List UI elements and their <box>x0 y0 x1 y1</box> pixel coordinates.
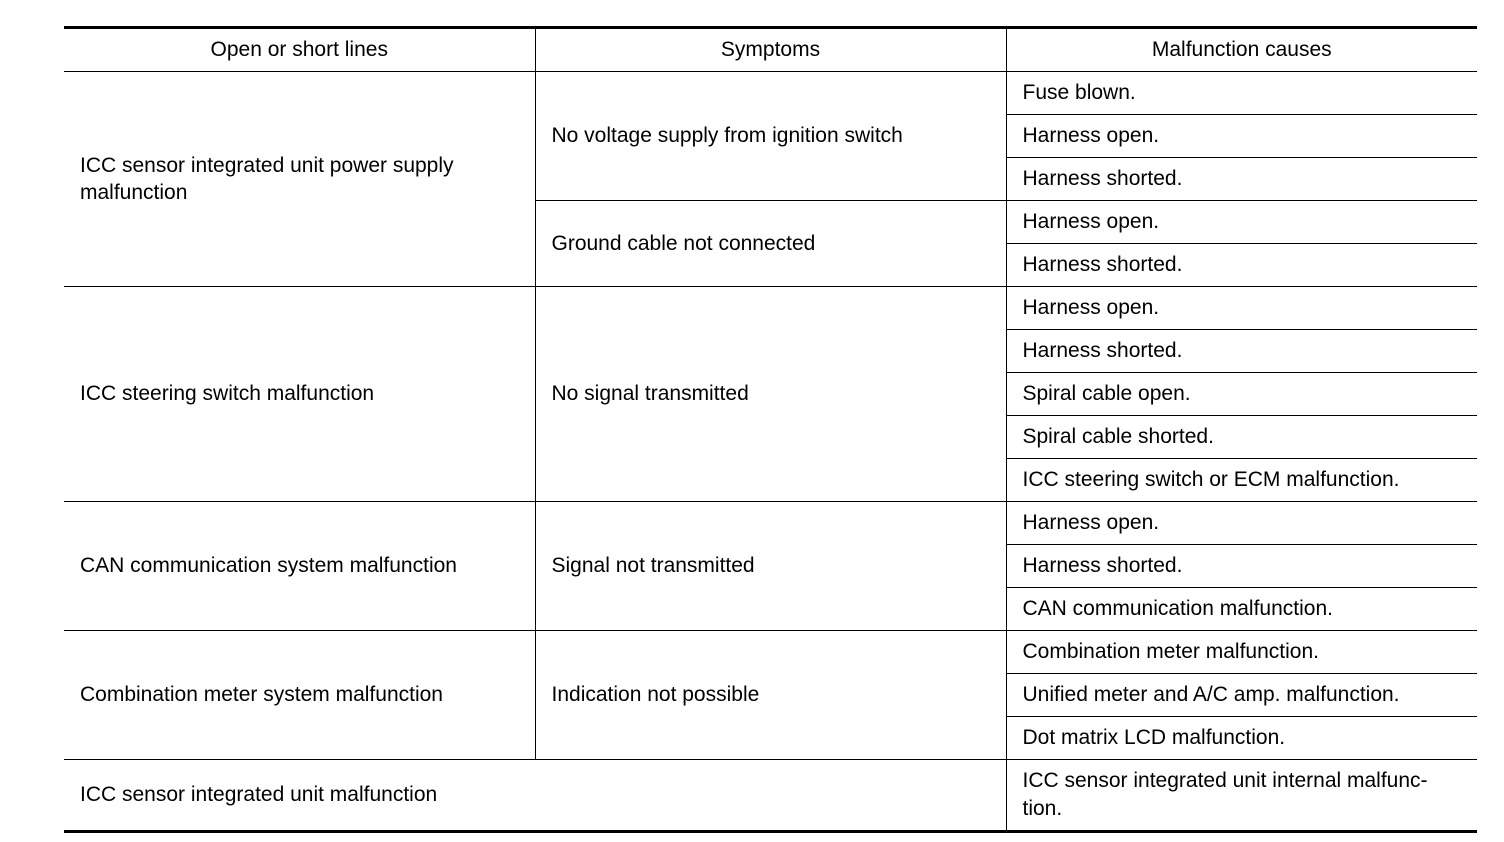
table-row <box>64 287 1477 330</box>
symptom-cell: Signal not transmitted <box>535 502 1006 631</box>
table-row <box>64 760 1477 832</box>
line-cell: ICC steering switch malfunction <box>64 287 535 502</box>
cause-cell: Harness open. <box>1006 115 1477 158</box>
header-malfunction-causes: Malfunction causes <box>1006 28 1477 72</box>
cause-cell: ICC sensor integrated unit internal malfunc-tion. <box>1006 760 1477 832</box>
cause-cell: Spiral cable shorted. <box>1006 416 1477 459</box>
cause-cell: Unified meter and A/C amp. malfunction. <box>1006 674 1477 717</box>
symptom-cell: No signal transmitted <box>535 287 1006 502</box>
symptom-cell: No voltage supply from ignition switch <box>535 72 1006 201</box>
cause-cell: ICC steering switch or ECM malfunction. <box>1006 459 1477 502</box>
table-row <box>64 631 1477 674</box>
cause-cell: Fuse blown. <box>1006 72 1477 115</box>
cause-cell: Combination meter malfunction. <box>1006 631 1477 674</box>
line-cell: ICC sensor integrated unit malfunction <box>64 760 1006 832</box>
cause-cell: Harness open. <box>1006 201 1477 244</box>
line-cell: Combination meter system malfunction <box>64 631 535 760</box>
line-cell: CAN communication system malfunction <box>64 502 535 631</box>
header-open-or-short-lines: Open or short lines <box>64 28 535 72</box>
cause-cell: CAN communication malfunction. <box>1006 588 1477 631</box>
line-cell: ICC sensor integrated unit power supply malfunction <box>64 72 535 287</box>
header-row <box>64 28 1477 72</box>
cause-cell: Harness shorted. <box>1006 244 1477 287</box>
cause-cell: Harness shorted. <box>1006 158 1477 201</box>
cause-cell: Dot matrix LCD malfunction. <box>1006 717 1477 760</box>
symptom-cell: Indication not possible <box>535 631 1006 760</box>
cause-cell: Harness open. <box>1006 287 1477 330</box>
symptom-cell: Ground cable not connected <box>535 201 1006 287</box>
cause-cell: Harness shorted. <box>1006 545 1477 588</box>
cause-cell: Spiral cable open. <box>1006 373 1477 416</box>
cause-cell: Harness open. <box>1006 502 1477 545</box>
cause-cell: Harness shorted. <box>1006 330 1477 373</box>
table-row <box>64 502 1477 545</box>
diagnosis-table <box>64 26 1477 833</box>
table-row <box>64 72 1477 115</box>
header-symptoms: Symptoms <box>535 28 1006 72</box>
